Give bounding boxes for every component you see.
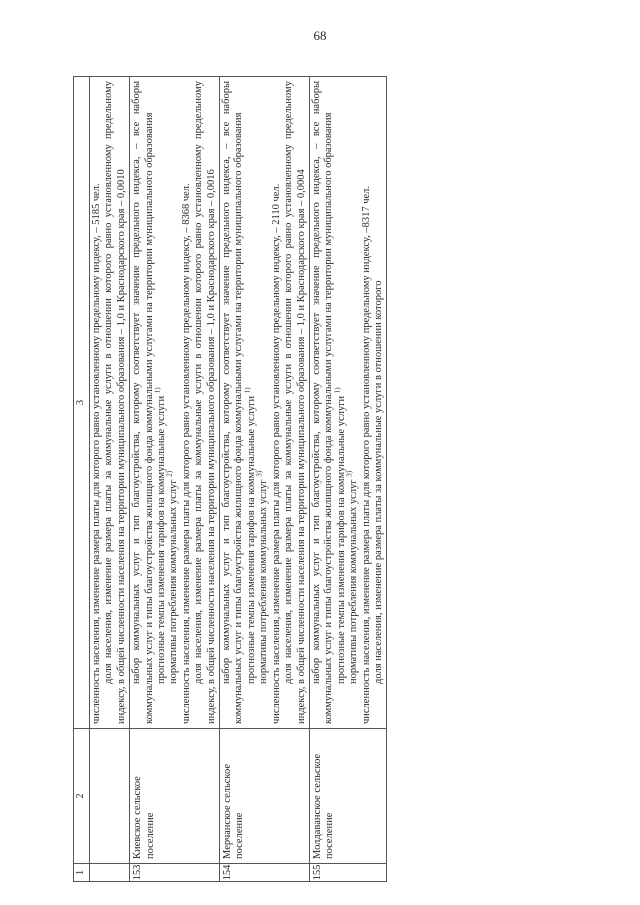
row-name: Киевское сельское поселение: [130, 729, 220, 864]
services-set-line: набор коммунальных услуг и тип благоустройства, которому соответствует значение предельного индекса, – все наборы коммунальных услуг и типы благоустройства жилищного фонда коммунальными услугами на территории муниципального образования: [221, 81, 245, 724]
row-number: [90, 864, 130, 882]
services-set-line: набор коммунальных услуг и тип благоустройства, которому соответствует значение предельного индекса, – все наборы коммунальных услуг и типы благоустройства жилищного фонда коммунальными услугами на территории муниципального образования: [131, 81, 155, 724]
row-name: Мерчанское сельское поселение: [220, 729, 310, 864]
footnote-mark: 1): [243, 387, 252, 394]
row-name: [90, 729, 130, 864]
row-content: [220, 77, 310, 729]
rotated-table-container: [73, 77, 573, 882]
footnote-mark: 1): [333, 387, 342, 394]
norms-line: [165, 81, 180, 724]
header-col-1: 1: [74, 864, 90, 882]
row-number: 155: [309, 864, 386, 882]
footnote-mark: 3): [345, 470, 354, 477]
row-number: 153: [130, 864, 220, 882]
population-line: численность населения, изменение размера платы для которого равно установленному предельному индексу, – 5185 чел.: [91, 183, 102, 724]
page-number: 68: [313, 28, 327, 43]
population-line: численность населения, изменение размера платы для которого равно установленному предельному индексу, – 8368 чел.: [180, 183, 192, 724]
row-content: [130, 77, 220, 729]
table-row: [220, 77, 310, 882]
header-col-2: 2: [74, 729, 90, 864]
norms-line: [255, 81, 270, 724]
norms-line: [345, 81, 360, 724]
table-row: [90, 77, 130, 882]
footnote-mark: 2): [165, 470, 174, 477]
tariff-text: прогнозные темпы изменения тарифов на коммунальные услуги: [245, 395, 257, 684]
row-name: Молдаванское сельское поселение: [309, 729, 386, 864]
norms-text: нормативы потребления коммунальных услуг: [168, 479, 180, 684]
table-row: [309, 77, 386, 882]
share-line: доля населения, изменение размера платы за коммунальные услуги в отношении которого равно установленному предельному индексу, в общей численности населения на территории муниципального образования – 1,0 и Краснодарского края – 0,0010: [103, 81, 127, 724]
population-line: численность населения, изменение размера платы для которого равно установленному предельному индексу, – 2110 чел.: [270, 183, 282, 724]
footnote-mark: 1): [153, 387, 162, 394]
footnote-mark: 3): [255, 470, 264, 477]
norms-text: нормативы потребления коммунальных услуг: [348, 479, 360, 684]
tariff-text: прогнозные темпы изменения тарифов на коммунальные услуги: [335, 395, 347, 684]
header-col-3: 3: [74, 77, 90, 729]
row-content: [90, 77, 130, 729]
tariff-line: [243, 81, 258, 724]
tariff-line: [153, 81, 168, 724]
row-number: 154: [220, 864, 310, 882]
population-line: численность населения, изменение размера платы для которого равно установленному предельному индексу, –8317 чел.: [360, 185, 372, 724]
header-row: [74, 77, 90, 882]
share-line: доля населения, изменение размера платы за коммунальные услуги в отношении которого: [372, 280, 384, 684]
indices-table: [73, 76, 387, 882]
table-row: [130, 77, 220, 882]
norms-text: нормативы потребления коммунальных услуг: [258, 479, 270, 684]
services-set-line: набор коммунальных услуг и тип благоустройства, которому соответствует значение предельного индекса, – все наборы коммунальных услуг и типы благоустройства жилищного фонда коммунальными услугами на территории муниципального образования: [310, 81, 335, 724]
row-content: [309, 77, 386, 729]
tariff-text: прогнозные темпы изменения тарифов на коммунальные услуги: [156, 395, 168, 684]
share-line: доля населения, изменение размера платы за коммунальные услуги в отношении которого равно установленному предельному индексу, в общей численности населения на территории муниципального образования – 1,0 и Краснодарского края – 0,0004: [283, 81, 307, 724]
tariff-line: [333, 81, 348, 724]
share-line: доля населения, изменение размера платы за коммунальные услуги в отношении которого равно установленному предельному индексу, в общей численности населения на территории муниципального образования – 1,0 и Краснодарского края – 0,0016: [193, 81, 217, 724]
